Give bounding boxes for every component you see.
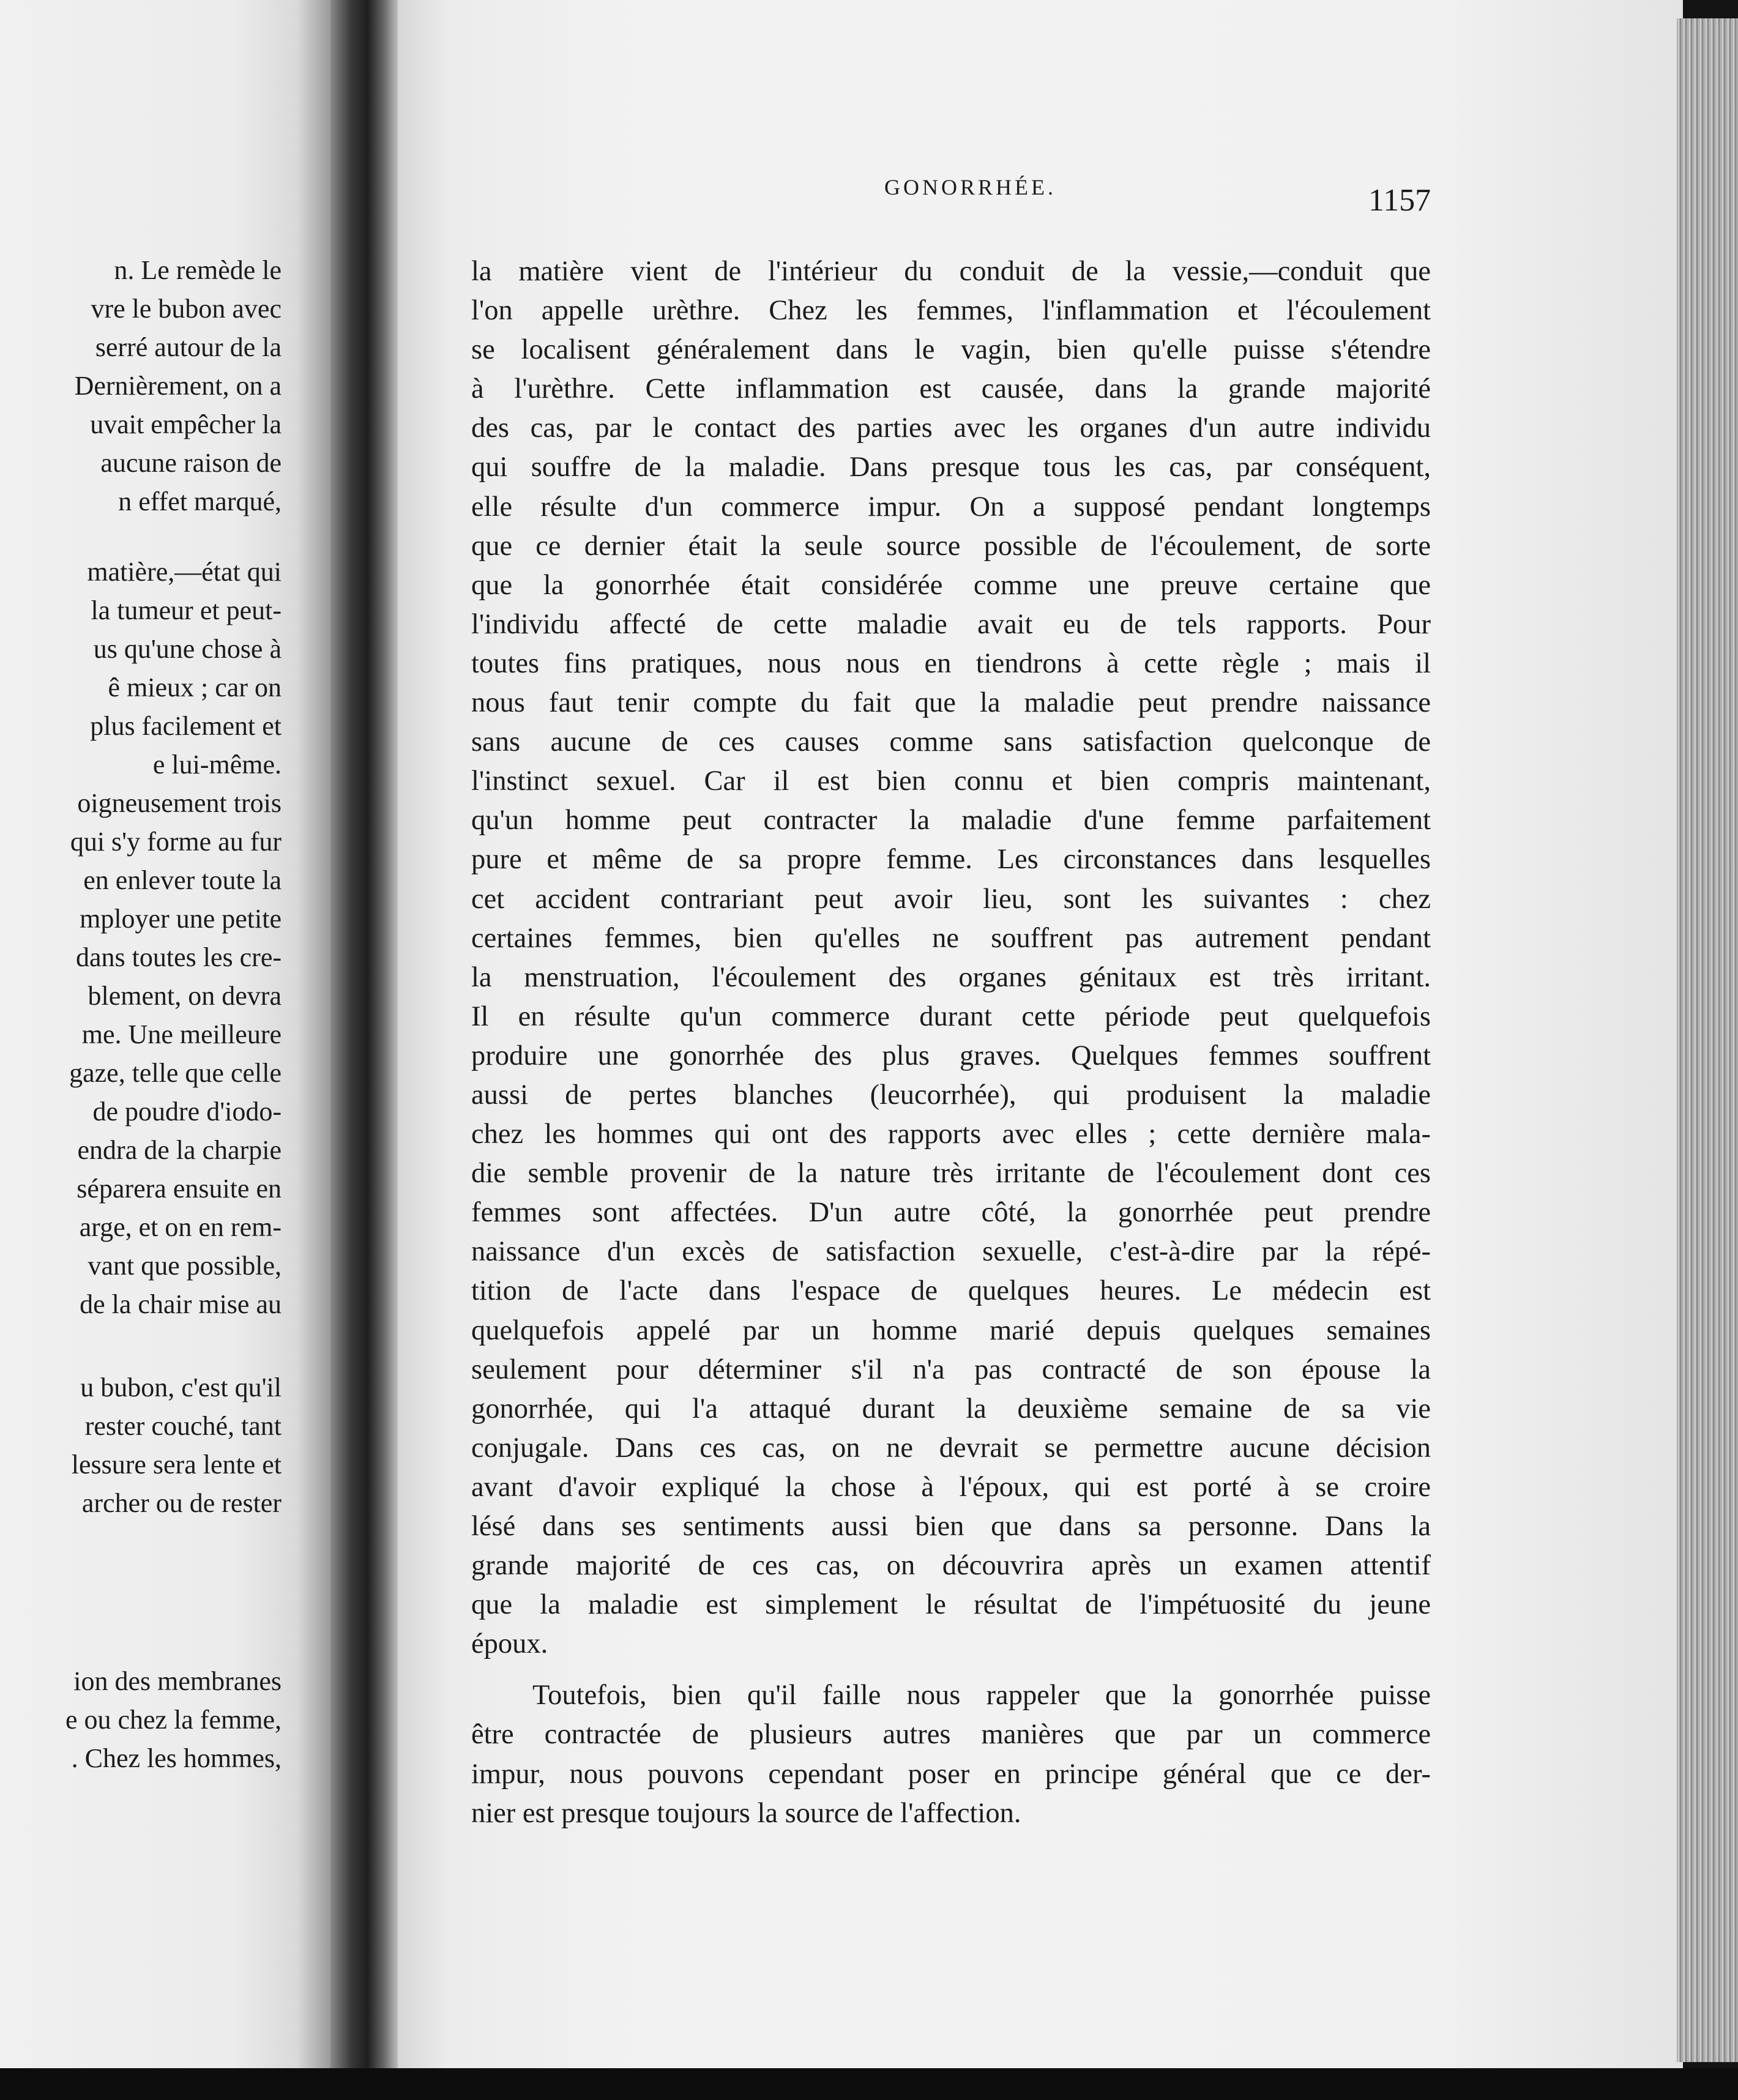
left-page-line: us qu'une chose à: [93, 634, 282, 664]
paragraph-spacer: [471, 1664, 1431, 1676]
text-line: gonorrhée, qui l'a attaqué durant la deuxième semaine de sa vie: [471, 1393, 1431, 1424]
text-line: toutes fins pratiques, nous nous en tiendrons à cette règle ; mais il: [471, 647, 1431, 679]
text-line: avant d'avoir expliqué la chose à l'époux, qui est porté à se croire: [471, 1471, 1431, 1503]
text-line: la matière vient de l'intérieur du conduit de la vessie,—conduit que: [471, 256, 1431, 287]
left-page-line: mployer une petite: [80, 904, 282, 934]
left-page-line: . Chez les hommes,: [71, 1743, 282, 1773]
left-page-line: séparera ensuite en: [76, 1174, 282, 1204]
text-line: qu'un homme peut contracter la maladie d'une femme parfaitement: [471, 805, 1431, 836]
body-text: [471, 252, 1431, 1833]
text-line: l'instinct sexuel. Car il est bien connu et bien compris maintenant,: [471, 765, 1431, 797]
left-page-line: uvait empêcher la: [90, 409, 282, 439]
left-page-line: me. Une meilleure: [81, 1019, 282, 1049]
text-line: nier est presque toujours la source de l'affection.: [471, 1797, 1021, 1829]
left-page-line: n. Le remède le: [114, 255, 282, 285]
text-line: pure et même de sa propre femme. Les circonstances dans lesquelles: [471, 844, 1431, 876]
left-page-line: ê mieux ; car on: [108, 672, 282, 702]
text-line: que la maladie est simplement le résultat de l'impétuosité du jeune: [471, 1589, 1431, 1621]
text-line: produire une gonorrhée des plus graves. Quelques femmes souffrent: [471, 1040, 1431, 1071]
text-line: conjugale. Dans ces cas, on ne devrait se permettre aucune décision: [471, 1432, 1431, 1464]
left-page-line: de poudre d'iodo-: [92, 1097, 282, 1126]
book-gutter: [330, 0, 398, 2068]
running-head: GONORRHÉE.: [884, 175, 1056, 199]
left-page-line: endra de la charpie: [77, 1135, 282, 1165]
left-page-line: aucune raison de: [100, 448, 282, 478]
left-page-line: n effet marqué,: [118, 486, 282, 516]
text-line: chez les hommes qui ont des rapports avec elles ; cette dernière mala-: [471, 1119, 1431, 1150]
left-page-line: e ou chez la femme,: [65, 1705, 282, 1735]
text-line: femmes sont affectées. D'un autre côté, la gonorrhée peut prendre: [471, 1197, 1431, 1229]
text-line: époux.: [471, 1628, 548, 1660]
text-line: tition de l'acte dans l'espace de quelques heures. Le médecin est: [471, 1275, 1431, 1307]
text-line: la menstruation, l'écoulement des organes génitaux est très irritant.: [471, 961, 1431, 993]
text-line: grande majorité de ces cas, on découvrira après un examen attentif: [471, 1550, 1431, 1582]
text-line: elle résulte d'un commerce impur. On a supposé pendant longtemps: [471, 491, 1431, 523]
text-line: Toutefois, bien qu'il faille nous rappeler que la gonorrhée puisse: [532, 1680, 1431, 1711]
text-line: cet accident contrariant peut avoir lieu, sont les suivantes : chez: [471, 883, 1431, 915]
left-page-line: Dernièrement, on a: [74, 371, 282, 401]
left-page-line: la tumeur et peut-: [91, 595, 282, 625]
text-line: lésé dans ses sentiments aussi bien que dans sa personne. Dans la: [471, 1511, 1431, 1542]
left-page-line: plus facilement et: [90, 711, 282, 741]
left-page-line: vant que possible,: [88, 1251, 282, 1281]
text-line: des cas, par le contact des parties avec les organes d'un autre individu: [471, 412, 1431, 444]
left-page-line: matière,—état qui: [87, 557, 282, 587]
left-page-line: arge, et on en rem-: [79, 1212, 282, 1242]
left-page-line: dans toutes les cre-: [76, 942, 282, 972]
left-page-line: blement, on devra: [88, 981, 282, 1011]
text-line: être contractée de plusieurs autres manières que par un commerce: [471, 1719, 1431, 1751]
left-page-line: e lui-même.: [152, 750, 282, 780]
left-page-line: qui s'y forme au fur: [70, 827, 282, 857]
text-line: à l'urèthre. Cette inflammation est causée, dans la grande majorité: [471, 373, 1431, 405]
text-line: certaines femmes, bien qu'elles ne souffrent pas autrement pendant: [471, 922, 1431, 954]
text-line: l'individu affecté de cette maladie avait eu de tels rapports. Pour: [471, 608, 1431, 640]
text-line: aussi de pertes blanches (leucorrhée), qui produisent la maladie: [471, 1079, 1431, 1111]
text-line: naissance d'un excès de satisfaction sexuelle, c'est-à-dire par la répé-: [471, 1236, 1431, 1268]
bottom-shadow: [0, 2068, 1738, 2100]
page-edges: [1677, 18, 1738, 2062]
text-line: Il en résulte qu'un commerce durant cette période peut quelquefois: [471, 1000, 1431, 1032]
left-page-line: u bubon, c'est qu'il: [80, 1372, 282, 1402]
left-page-line: rester couché, tant: [84, 1411, 282, 1441]
text-line: die semble provenir de la nature très irritante de l'écoulement dont ces: [471, 1158, 1431, 1190]
left-page-line: oigneusement trois: [77, 788, 282, 818]
left-page-line: vre le bubon avec: [91, 294, 282, 324]
text-line: qui souffre de la maladie. Dans presque tous les cas, par conséquent,: [471, 452, 1431, 483]
left-page-line: lessure sera lente et: [71, 1450, 282, 1480]
page-number: 1157: [1368, 183, 1431, 218]
text-line: sans aucune de ces causes comme sans satisfaction quelconque de: [471, 726, 1431, 758]
text-line: l'on appelle urèthre. Chez les femmes, l'inflammation et l'écoulement: [471, 295, 1431, 327]
text-line: impur, nous pouvons cependant poser en principe général que ce der-: [471, 1758, 1431, 1790]
left-page-line: gaze, telle que celle: [69, 1058, 282, 1088]
text-line: nous faut tenir compte du fait que la maladie peut prendre naissance: [471, 687, 1431, 719]
left-page-line: archer ou de rester: [81, 1488, 282, 1518]
text-line: se localisent généralement dans le vagin, bien qu'elle puisse s'étendre: [471, 334, 1431, 366]
text-line: quelquefois appelé par un homme marié depuis quelques semaines: [471, 1314, 1431, 1346]
left-page-line: serré autour de la: [95, 332, 282, 362]
text-line: seulement pour déterminer s'il n'a pas contracté de son épouse la: [471, 1353, 1431, 1385]
left-page: [0, 0, 330, 2068]
text-line: que la gonorrhée était considérée comme une preuve certaine que: [471, 569, 1431, 601]
text-line: que ce dernier était la seule source possible de l'écoulement, de sorte: [471, 530, 1431, 562]
left-page-line: de la chair mise au: [80, 1289, 282, 1319]
left-page-line: en enlever toute la: [83, 865, 282, 895]
left-page-line: ion des membranes: [73, 1666, 282, 1696]
